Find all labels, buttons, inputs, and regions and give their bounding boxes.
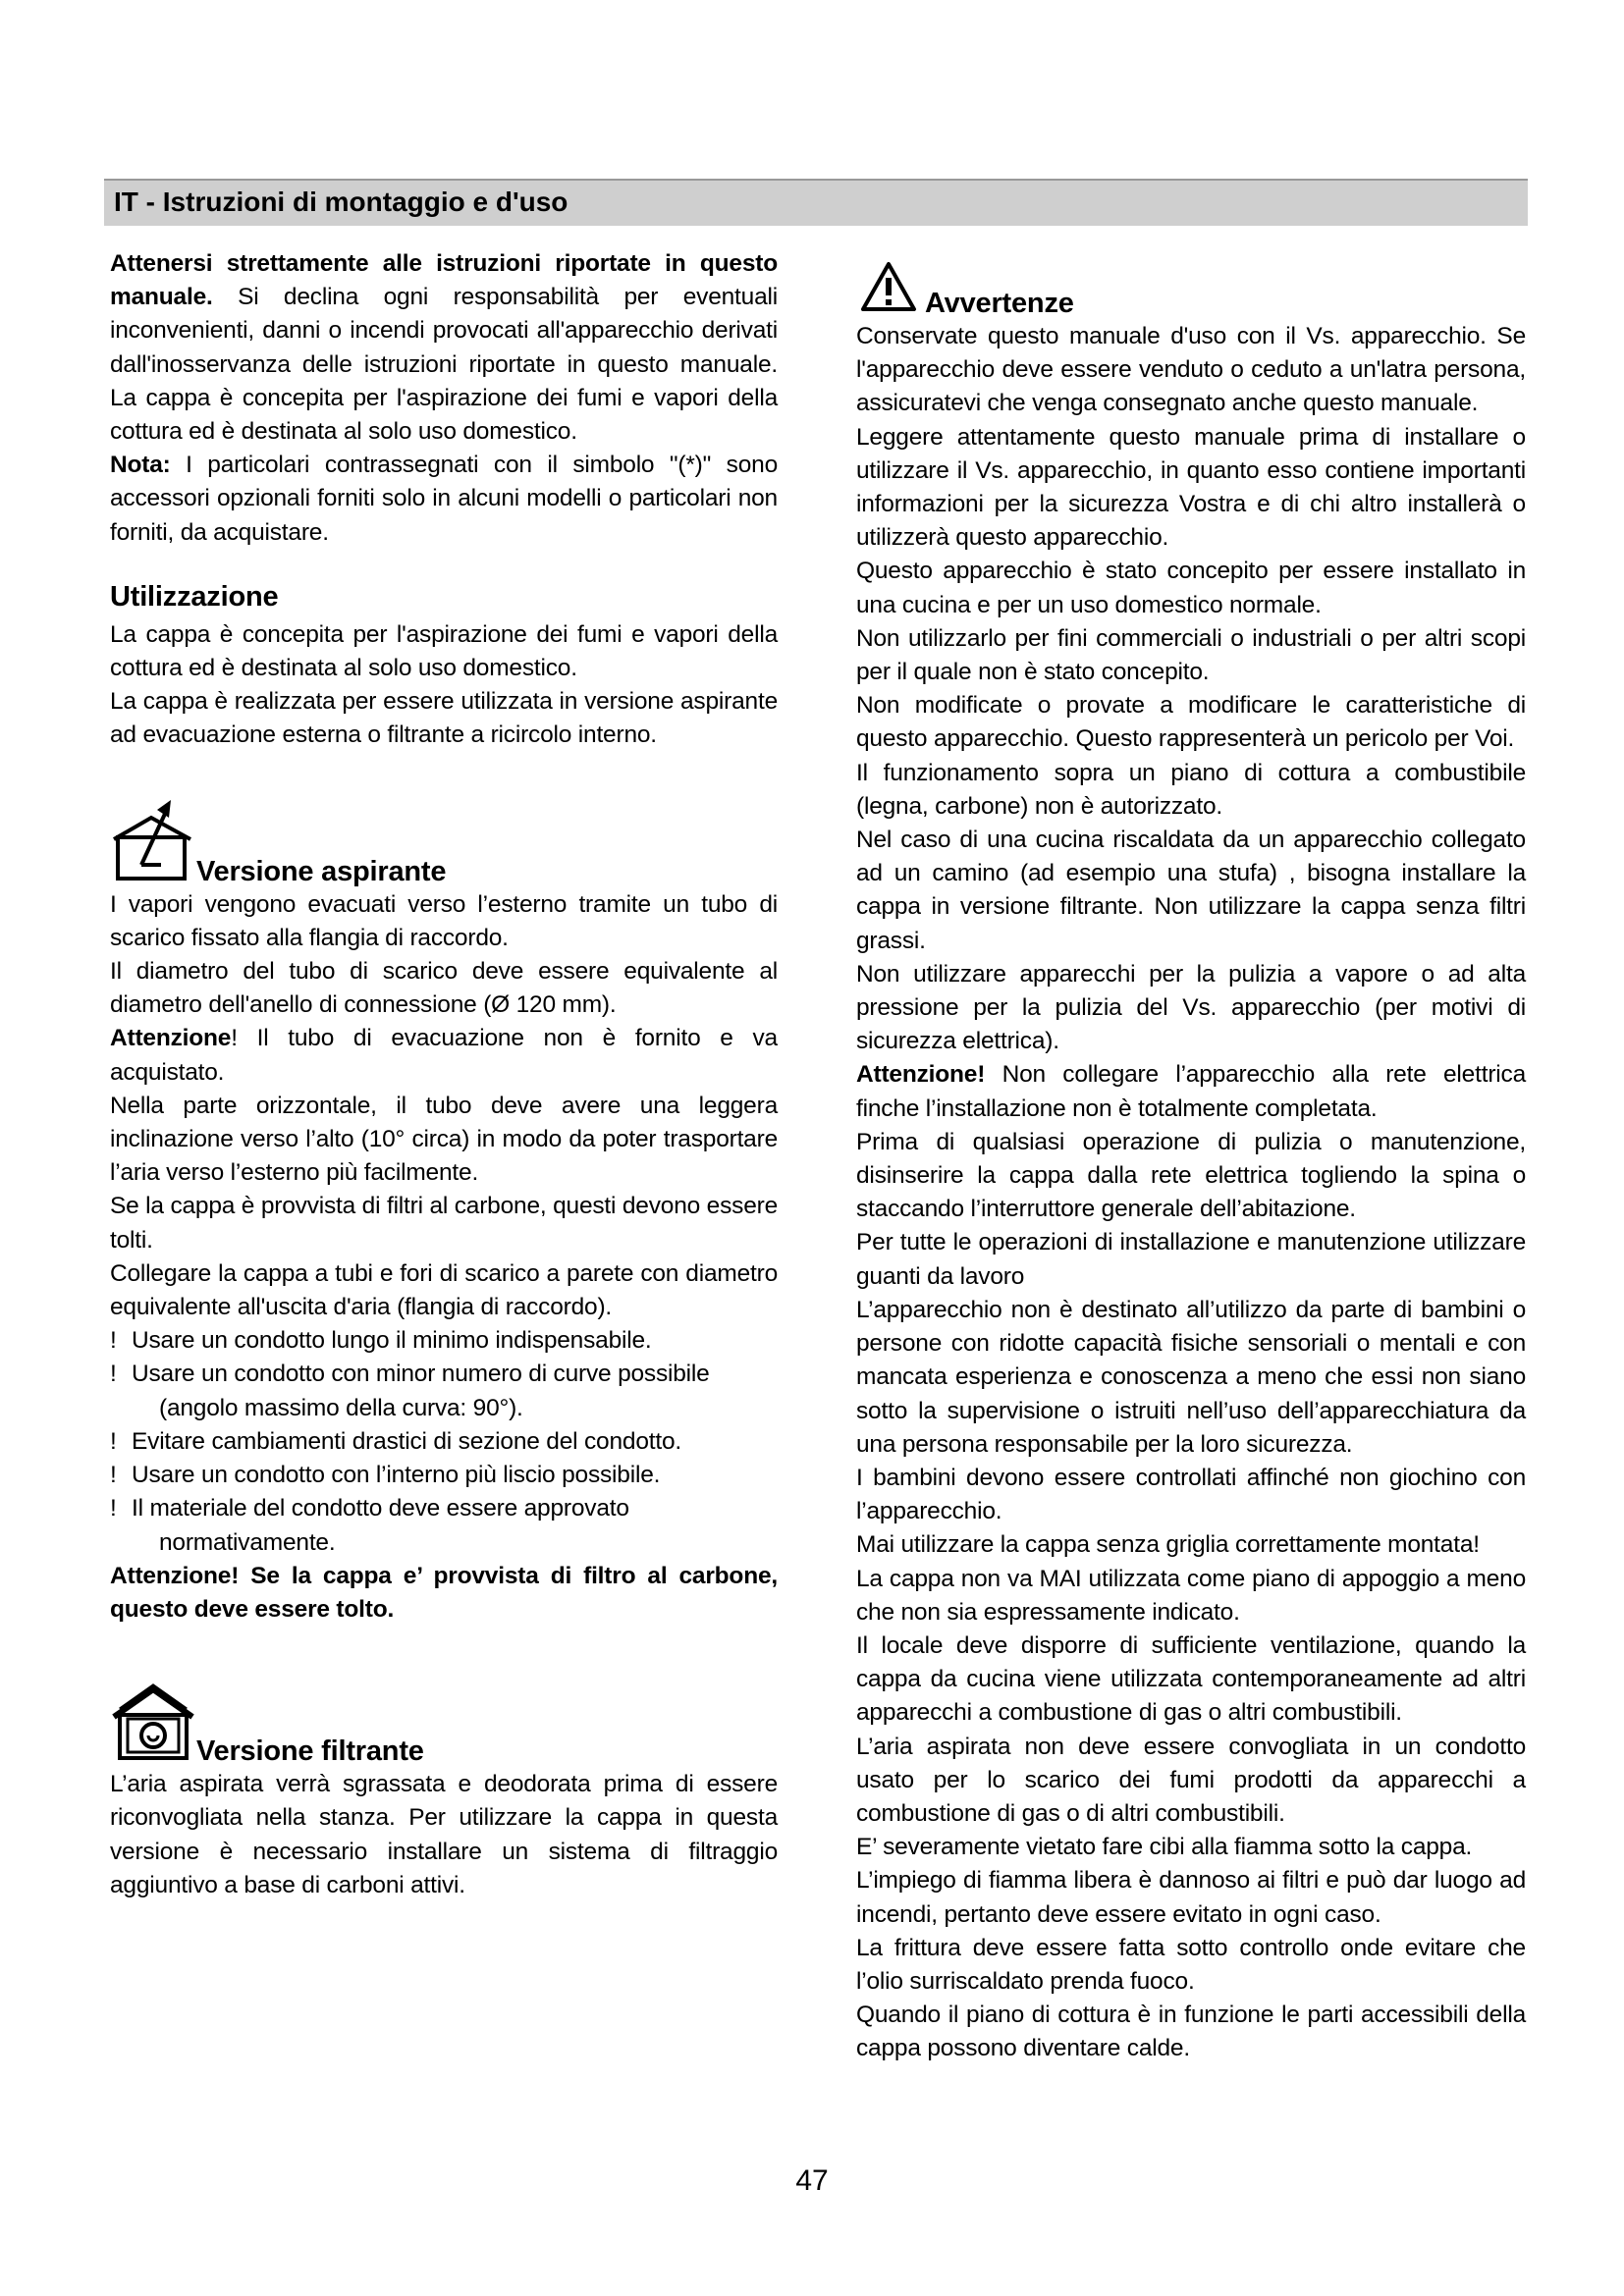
aspirante-p4: Se la cappa è provvista di filtri al carbone, questi devono essere tolti.: [110, 1193, 779, 1254]
avvertenze-p19: L’impiego di fiamma libera è dannoso ai filtri e può dar luogo ad incendi, pertanto deve essere evitato in ogni caso.: [856, 1867, 1526, 1928]
nota-paragraph: [110, 449, 778, 550]
section-head-avvertenze: [856, 253, 1526, 320]
bullet-text: Usare un condotto con l’interno più liscio possibile.: [132, 1462, 661, 1489]
avvertenze-p18: E’ severamente vietato fare cibi alla fiamma sotto la cappa.: [856, 1834, 1473, 1861]
bullet-mark: !: [110, 1361, 117, 1388]
bullet-continuation: normativamente.: [159, 1528, 336, 1556]
section-title-filtrante: Versione filtrante: [196, 1735, 424, 1768]
avvertenze-p4: Non utilizzarlo per fini commerciali o industriali o per altri scopi per il quale non è stato concepito.: [856, 624, 1526, 686]
avvertenze-p12: L’apparecchio non è destinato all’utilizzo da parte di bambini o persone con ridotte capacità fisiche sensoriali o mentali e con mancata esperienza e conoscenza a meno che essi non siano sotto la supervisione o istruiti nell’uso dell’apparecchiatura da una persona responsabile per la loro sicurezza.: [856, 1296, 1526, 1458]
avvertenze-p21: Quando il piano di cottura è in funzione le parti accessibili della cappa possono diventare calde.: [856, 2002, 1526, 2062]
bullet-text: Evitare cambiamenti drastici di sezione del condotto.: [132, 1427, 681, 1455]
list-item: [110, 1459, 778, 1492]
avvertenze-p8: Non utilizzare apparecchi per la pulizia a vapore o ad alta pressione per la pulizia del Vs. apparecchio (per motivi di sicurezza elettrica).: [856, 960, 1526, 1055]
page-title: IT - Istruzioni di montaggio e d'uso: [114, 187, 568, 217]
avvertenze-p5: Non modificate o provate a modificare le caratteristiche di questo apparecchio. Questo rappresenterà un pericolo per Voi.: [856, 692, 1526, 753]
list-item: [110, 1324, 778, 1358]
avvertenze-p13: I bambini devono essere controllati affinché non giochino con l’apparecchio.: [856, 1464, 1526, 1525]
right-column: [856, 247, 1526, 2066]
utilizzazione-p1: La cappa è concepita per l'aspirazione dei fumi e vapori della cottura ed è destinata al solo uso domestico.: [110, 620, 778, 682]
section-head-aspirante: [110, 796, 778, 888]
page-header: [104, 179, 1528, 226]
left-column: [110, 247, 778, 1902]
aspirante-p1: I vapori vengono evacuati verso l’esterno tramite un tubo di scarico fissato alla flangia di raccordo.: [110, 890, 778, 951]
avvertenze-p17: L’aria aspirata non deve essere convogliata in un condotto usato per lo scarico dei fumi prodotti da apparecchi a combustione di gas o di altri combustibili.: [856, 1733, 1526, 1827]
bullet-mark: !: [110, 1327, 117, 1355]
nota-text: I particolari contrassegnati con il simbolo "(*)" sono accessori opzionali forniti solo in alcuni modelli o particolari non forniti, da acquistare.: [110, 452, 778, 546]
bullet-text: Usare un condotto lungo il minimo indispensabile.: [132, 1327, 652, 1355]
avvertenze-p16: Il locale deve disporre di sufficiente ventilazione, quando la cappa da cucina viene utilizzata contemporaneamente ad altri apparecchi a combustione di gas o altri combustibili.: [856, 1631, 1526, 1727]
section-title-avvertenze: Avvertenze: [925, 288, 1074, 319]
bullet-text: Usare un condotto con minor numero di curve possibile: [132, 1361, 710, 1388]
aspirante-p3: Nella parte orizzontale, il tubo deve avere una leggera inclinazione verso l’alto (10° circa) in modo da poter trasportare l’aria verso l’esterno più facilmente.: [110, 1092, 778, 1187]
avvertenze-p3: Questo apparecchio è stato concepito per essere installato in una cucina e per un uso domestico normale.: [856, 558, 1526, 618]
nota-label: Nota:: [110, 452, 171, 479]
intro-bold-lead: Attenersi strettamente alle istruzioni riportate in questo manuale.: [110, 250, 778, 311]
utilizzazione-p2: La cappa è realizzata per essere utilizzata in versione aspirante ad evacuazione esterna o filtrante a ricircolo interno.: [110, 688, 778, 749]
aspirante-p5: Collegare la cappa a tubi e fori di scarico a parete con diametro equivalente all'uscita d'aria (flangia di raccordo).: [110, 1259, 778, 1321]
page-number: 47: [795, 2164, 829, 2197]
avvertenze-p7: Nel caso di una cucina riscaldata da un apparecchio collegato ad un camino (ad esempio una stufa) , bisogna installare la cappa in versione filtrante. Non utilizzare la cappa senza filtri grassi.: [856, 827, 1526, 954]
avvertenze-attenzione-label: Attenzione!: [856, 1061, 986, 1089]
avvertenze-attenzione-text: Non collegare l’apparecchio alla rete elettrica finche l’installazione non è totalmente completata.: [856, 1061, 1526, 1122]
avvertenze-p14: Mai utilizzare la cappa senza griglia correttamente montata!: [856, 1531, 1480, 1559]
warning-triangle-icon: [860, 261, 917, 312]
bullet-mark: !: [110, 1462, 117, 1489]
intro-paragraph: [110, 247, 778, 449]
avvertenze-p10: Prima di qualsiasi operazione di pulizia o manutenzione, disinserire la cappa dalla rete elettrica togliendo la spina o staccando l’interruttore generale dell’abitazione.: [856, 1128, 1526, 1223]
avvertenze-p2: Leggere attentamente questo manuale prima di installare o utilizzare il Vs. apparecchio, in quanto esso contiene importanti informazioni per la sicurezza Vostra e di chi altro installerà o utilizzerà questo apparecchio.: [856, 423, 1526, 552]
filtrante-p1: L’aria aspirata verrà sgrassata e deodorata prima di essere riconvogliata nella stanza. Per utilizzare la cappa in questa versione è necessario installare un sistema di filtraggio aggiuntivo a base di carboni attivi.: [110, 1771, 778, 1898]
attenzione-label: Attenzione: [110, 1025, 232, 1052]
bullet-continuation: (angolo massimo della curva: 90°).: [159, 1394, 523, 1421]
avvertenze-p15: La cappa non va MAI utilizzata come piano di appoggio a meno che non sia espressamente indicato.: [856, 1565, 1526, 1626]
avvertenze-p20: La frittura deve essere fatta sotto controllo onde evitare che l’olio surriscaldato prenda fuoco.: [856, 1934, 1526, 1995]
intro-text: Si declina ogni responsabilità per eventuali inconvenienti, danni o incendi provocati all'apparecchio derivati dall'inosservanza delle istruzioni riportate in questo manuale. La cappa è concepita per l'aspirazione dei fumi e vapori della cottura ed è destinata al solo uso domestico.: [110, 284, 778, 446]
avvertenze-p6: Il funzionamento sopra un piano di cottura a combustibile (legna, carbone) non è autorizzato.: [856, 759, 1526, 820]
list-item: [110, 1358, 778, 1391]
bullet-text: Il materiale del condotto deve essere approvato: [132, 1495, 629, 1522]
aspirante-warning: Attenzione! Se la cappa e’ provvista di filtro al carbone, questo deve essere tolto.: [110, 1562, 778, 1623]
bullet-mark: !: [110, 1427, 117, 1455]
list-item: [110, 1425, 778, 1459]
avvertenze-p1: Conservate questo manuale d'uso con il Vs. apparecchio. Se l'apparecchio deve essere venduto o ceduto a un'latra persona, assicuratevi che venga consegnato anche questo manuale.: [856, 323, 1526, 417]
bullet-mark: !: [110, 1495, 117, 1522]
avvertenze-p9: [856, 1058, 1526, 1125]
list-item: [110, 1492, 778, 1525]
attenzione-text: ! Il tubo di evacuazione non è fornito e va acquistato.: [110, 1025, 778, 1086]
house-recirculation-icon: [112, 1676, 194, 1762]
aspirante-attenzione: [110, 1022, 778, 1089]
avvertenze-p11: Per tutte le operazioni di installazione e manutenzione utilizzare guanti da lavoro: [856, 1229, 1526, 1290]
aspirante-p2: Il diametro del tubo di scarico deve essere equivalente al diametro dell'anello di connessione (Ø 120 mm).: [110, 958, 778, 1019]
section-head-filtrante: [110, 1676, 778, 1768]
section-title-utilizzazione: Utilizzazione: [110, 580, 279, 613]
house-exhaust-icon: [112, 796, 194, 882]
section-title-aspirante: Versione aspirante: [196, 855, 447, 887]
